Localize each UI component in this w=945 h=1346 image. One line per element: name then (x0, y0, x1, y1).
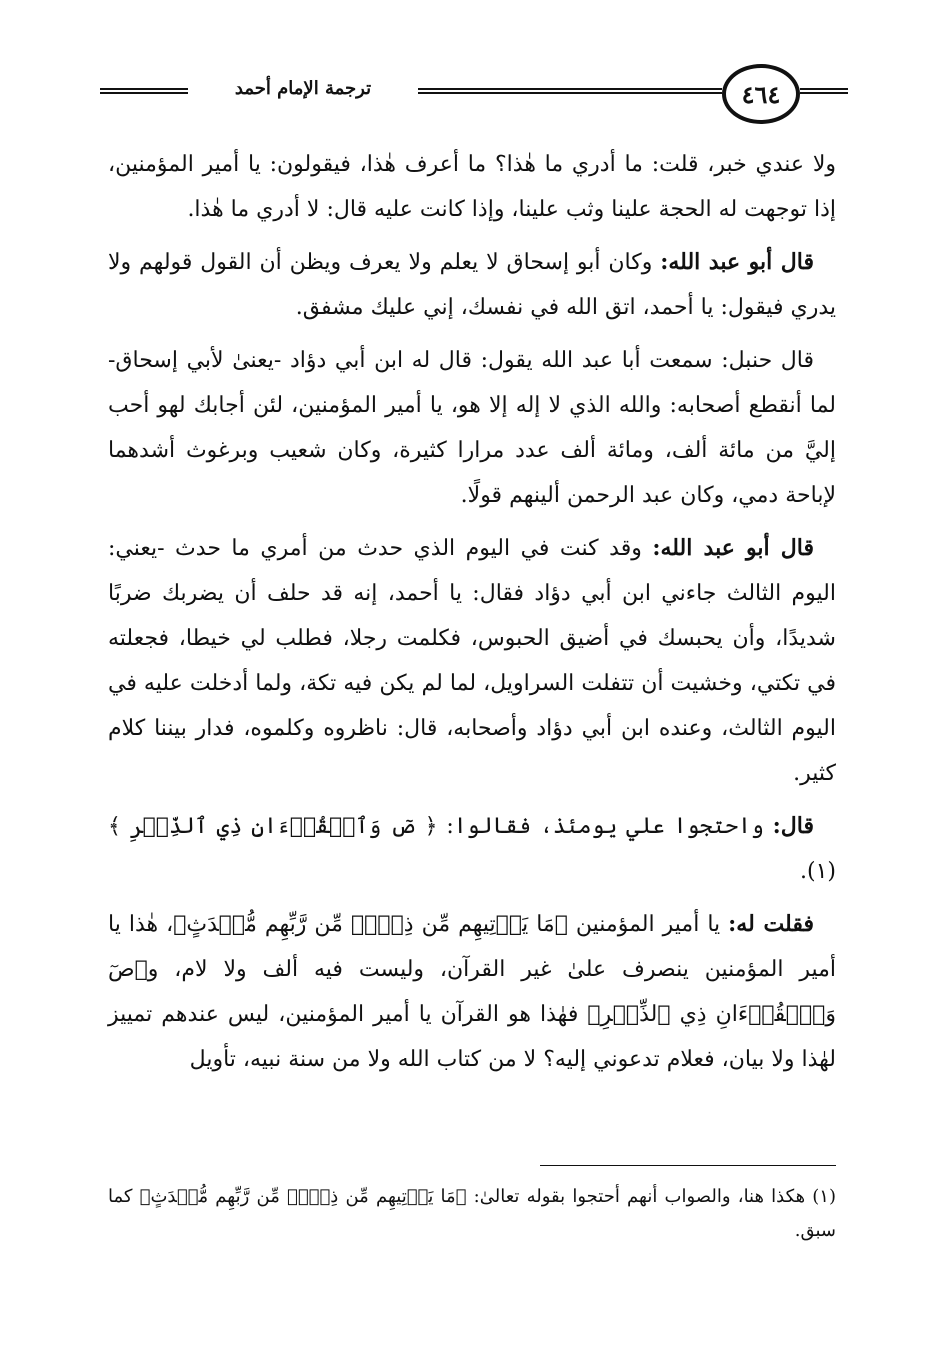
paragraph-5 (108, 804, 836, 894)
running-title: ترجمة الإمام أحمد (234, 78, 372, 99)
paragraph-2 (108, 240, 836, 330)
footnote: (١) هكذا هنا، والصواب أنهم أحتجوا بقوله تعالىٰ: ﴿مَا يَأۡتِيهِم مِّن ذِكۡرٖ مِّن رَّبِّهِم مُّحۡدَثٍ﴾ كما سبق. (108, 1186, 836, 1241)
paragraph-lead: قال أبو عبد الله: (652, 535, 814, 561)
paragraph-body: واحتجوا علي يومئذ، فقالوا: ﴿ صٓ وَٱلۡقُرۡءَانِ ذِي ٱلذِّكۡرِ ﴾(١). (108, 814, 836, 884)
paragraph-4 (108, 526, 836, 796)
paragraph-body: يا أمير المؤمنين ﴿مَا يَأۡتِيهِم مِّن ذِكۡرٖ مِّن رَّبِّهِم مُّحۡدَثٍ﴾، هٰذا يا أمير المؤمنين ينصرف علىٰ غير القرآن، وليست فيه ألف ولا لام، و﴿صٓ وَٱلۡقُرۡءَانِ ذِي ٱلذِّكۡرِ﴾ فهٰذا هو القرآن يا أمير المؤمنين، ليس عندهم تمييز لهٰذا ولا بيان، فعلام تدعوني إليه؟ لا من كتاب الله ولا من سنة نبيه، تأويل (108, 912, 836, 1072)
paragraph-lead: قال أبو عبد الله: (660, 249, 814, 275)
paragraph-body: وقد كنت في اليوم الذي حدث من أمري ما حدث -يعني: اليوم الثالث جاءني ابن أبي دؤاد فقال: يا أحمد، إنه قد حلف أن يضربك ضربًا شديدًا، وأن يحبسك في أضيق الحبوس، فكلمت رجلا، فطلب لي خيطا، فجعلته في تكتي، وخشيت أن تتفلت السراويل، لما لم يكن فيه تكة، ولما أدخلت عليه في اليوم الثالث، وعنده ابن أبي دؤاد وأصحابه، قال: ناظروه وكلموه، فدار بيننا كلام كثير. (108, 536, 836, 786)
header-rule-middle (418, 88, 722, 94)
main-text (108, 142, 836, 1090)
paragraph-lead: قال: (772, 813, 814, 839)
page-header (100, 62, 848, 134)
paragraph-body: قال حنبل: سمعت أبا عبد الله يقول: قال له ابن أبي دؤاد -يعنىٰ لأبي إسحاق- لما أنقطع أصحابه: والله الذي لا إله إلا هو، يا أمير المؤمنين، لئن أجابك لهو أحب إليَّ من مائة ألف، ومائة ألف عدد مرارا كثيرة، وكان شعيب وبرغوث أشدهما لإباحة دمي، وكان عبد الرحمن ألينهم قولًا. (108, 348, 836, 508)
header-rule-right (800, 88, 848, 94)
header-rule-left (100, 88, 188, 94)
paragraph-body: ولا عندي خبر، قلت: ما أدري ما هٰذا؟ ما أعرف هٰذا، فيقولون: يا أمير المؤمنين، إذا توجهت له الحجة علينا وثب علينا، وإذا كانت عليه قال: لا أدري ما هٰذا. (108, 152, 836, 222)
paragraph-3 (108, 338, 836, 518)
page-number-badge (722, 64, 800, 124)
footnote-separator (540, 1165, 836, 1166)
paragraph-6 (108, 902, 836, 1082)
page-number: ٤٦٤ (741, 79, 781, 109)
paragraph-1 (108, 142, 836, 232)
paragraph-body: وكان أبو إسحاق لا يعلم ولا يعرف ويظن أن القول قولهم ولا يدري فيقول: يا أحمد، اتق الله في نفسك، إني عليك مشفق. (108, 250, 836, 320)
paragraph-lead: فقلت له: (728, 911, 814, 937)
